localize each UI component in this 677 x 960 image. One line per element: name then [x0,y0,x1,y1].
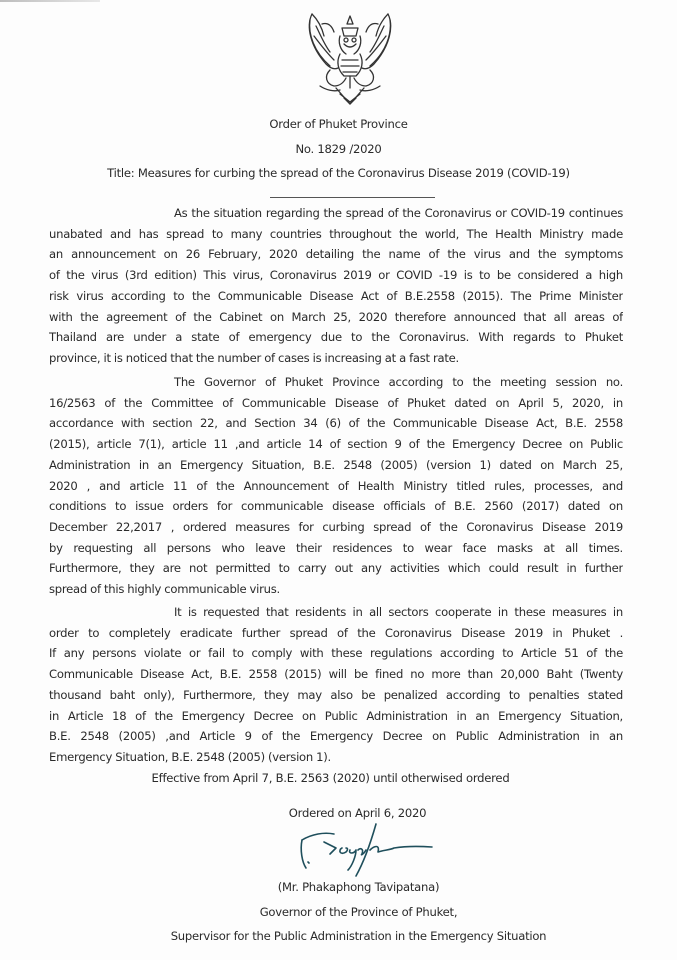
text-line: by requesting all persons who leave their residences to wear face masks at all times. [49,540,623,555]
text-line: Emergency Situation, B.E. 2548 (2005) (version 1). [49,749,331,764]
paragraph-penalties [49,602,623,768]
text-line: 2020 , and article 11 of the Announcement of Health Ministry titled rules, processes, and [49,478,623,493]
scan-edge [0,0,100,2]
paragraph-situation [49,203,623,369]
text-line: B.E. 2548 (2005) ,and Article 9 of the Emergency Decree on Public Administration in an [49,729,623,744]
signer-role: Supervisor for the Public Administration in the Emergency Situation [170,929,547,943]
text-line: conditions to issue orders for communicable disease officials of B.E. 2560 (2017) dated on [49,499,623,514]
ordered-on-date: Ordered on April 6, 2020 [288,806,427,820]
text-line: accordance with section 22, and Section 34 (6) of the Communicable Disease Act, B.E. 2558 [49,416,623,431]
order-title: Order of Phuket Province [269,117,408,131]
text-line: order to completely eradicate further spread of the Coronavirus Disease 2019 in Phuket . [49,625,623,640]
paragraph-governor-order [49,372,623,600]
text-line: 16/2563 of the Committee of Communicable Disease of Phuket dated on April 5, 2020, in [49,395,623,410]
text-line: unabated and has spread to many countries throughout the world, The Health Ministry made [49,226,623,241]
text-line: thousand baht only), Furthermore, they may also be penalized according to penalties stated [49,687,623,702]
text-line: an announcement on 26 February, 2020 detailing the name of the virus and the symptoms [49,247,623,262]
text-line: Communicable Disease Act, B.E. 2558 (2015) will be fined no more than 20,000 Baht (Twenty [49,667,623,682]
text-line: December 22,2017 , ordered measures for curbing spread of the Coronavirus Disease 2019 [49,519,623,534]
text-line: in Article 18 of the Emergency Decree on Public Administration in an Emergency Situation, [49,708,623,723]
text-line: Administration in an Emergency Situation, B.E. 2548 (2005) (version 1) dated on March 25, [49,457,623,472]
text-line: of the virus (3rd edition) This virus, Coronavirus 2019 or COVID -19 is to be considered a high [49,268,623,283]
text-line: It is requested that residents in all sectors cooperate in these measures in [174,605,623,619]
text-line: As the situation regarding the spread of the Coronavirus or COVID-19 continues [174,206,623,220]
text-line: Furthermore, they are not permitted to carry out any activities which could result in further [49,561,623,576]
text-line: The Governor of Phuket Province according to the meeting session no. [174,375,623,389]
text-line: (2015), article 7(1), article 11 ,and article 14 of section 9 of the Emergency Decree on Public [49,437,623,452]
text-line: province, it is noticed that the number of cases is increasing at a fast rate. [49,350,459,365]
text-line: Thailand are under a state of emergency due to the Coronavirus. With regards to Phuket [49,330,623,345]
signature-icon [290,820,440,880]
text-line: with the agreement of the Cabinet on March 25, 2020 therefore announced that all areas of [49,309,623,324]
signer-title: Governor of the Province of Phuket, [259,905,458,919]
effective-date: Effective from April 7, B.E. 2563 (2020) until otherwised ordered [151,771,510,785]
text-line: spread of this highly communicable virus. [49,582,280,597]
order-number: No. 1829 /2020 [295,142,382,156]
title-separator [270,197,435,198]
text-line: risk virus according to the Communicable Disease Act of B.E.2558 (2015). The Prime Minister [49,288,623,303]
document-title: Title: Measures for curbing the spread of the Coronavirus Disease 2019 (COVID-19) [107,166,570,180]
garuda-emblem-icon [300,6,400,110]
signer-name: (Mr. Phakaphong Tavipatana) [277,880,440,894]
text-line: If any persons violate or fail to comply with these regulations according to Article 51 of the [49,646,623,661]
